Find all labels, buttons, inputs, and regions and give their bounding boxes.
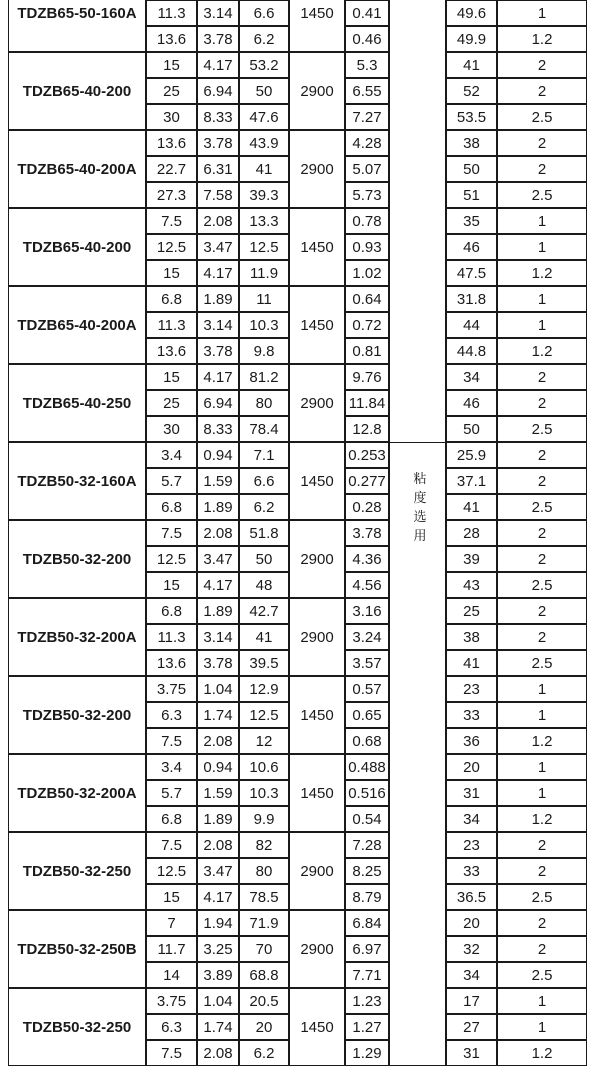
power-cell: 4.28 [345, 130, 389, 156]
npsh-cell: 2.5 [497, 104, 587, 130]
model-cell: TDZB65-40-250 [8, 364, 146, 442]
head-cell: 82 [239, 832, 289, 858]
efficiency-cell: 50 [446, 416, 497, 442]
viscosity-note [400, 470, 440, 546]
flow-ls-cell: 0.94 [197, 442, 239, 468]
flow-ls-cell: 1.59 [197, 780, 239, 806]
flow-m3h-cell: 11.3 [146, 0, 197, 26]
flow-m3h-cell: 3.75 [146, 676, 197, 702]
flow-m3h-cell: 15 [146, 572, 197, 598]
head-cell: 50 [239, 546, 289, 572]
npsh-cell: 2 [497, 546, 587, 572]
npsh-cell: 1 [497, 312, 587, 338]
npsh-cell: 2 [497, 156, 587, 182]
model-cell: TDZB50-32-250 [8, 832, 146, 910]
npsh-cell: 2.5 [497, 650, 587, 676]
head-cell: 70 [239, 936, 289, 962]
flow-ls-cell: 2.08 [197, 208, 239, 234]
head-cell: 78.4 [239, 416, 289, 442]
efficiency-cell: 28 [446, 520, 497, 546]
flow-ls-cell: 3.14 [197, 624, 239, 650]
efficiency-cell: 20 [446, 910, 497, 936]
power-cell: 7.71 [345, 962, 389, 988]
power-cell: 1.02 [345, 260, 389, 286]
npsh-cell: 2 [497, 936, 587, 962]
power-cell: 0.68 [345, 728, 389, 754]
model-cell: TDZB50-32-200 [8, 520, 146, 598]
head-cell: 39.5 [239, 650, 289, 676]
flow-ls-cell: 4.17 [197, 52, 239, 78]
flow-ls-cell: 4.17 [197, 884, 239, 910]
power-cell: 3.16 [345, 598, 389, 624]
power-cell: 9.76 [345, 364, 389, 390]
speed-cell: 1450 [289, 286, 345, 364]
efficiency-cell: 49.6 [446, 0, 497, 26]
efficiency-cell: 41 [446, 650, 497, 676]
efficiency-cell: 20 [446, 754, 497, 780]
flow-ls-cell: 4.17 [197, 572, 239, 598]
flow-m3h-cell: 6.8 [146, 598, 197, 624]
model-cell: TDZB50-32-200A [8, 754, 146, 832]
power-cell: 0.72 [345, 312, 389, 338]
power-cell: 3.57 [345, 650, 389, 676]
head-cell: 71.9 [239, 910, 289, 936]
flow-ls-cell: 4.17 [197, 260, 239, 286]
efficiency-cell: 25.9 [446, 442, 497, 468]
npsh-cell: 2.5 [497, 494, 587, 520]
head-cell: 6.6 [239, 0, 289, 26]
flow-m3h-cell: 6.3 [146, 1014, 197, 1040]
flow-ls-cell: 1.89 [197, 598, 239, 624]
flow-ls-cell: 3.78 [197, 650, 239, 676]
speed-cell: 1450 [289, 676, 345, 754]
power-cell: 1.29 [345, 1040, 389, 1066]
efficiency-cell: 36.5 [446, 884, 497, 910]
flow-ls-cell: 3.47 [197, 546, 239, 572]
efficiency-cell: 49.9 [446, 26, 497, 52]
head-cell: 80 [239, 858, 289, 884]
model-cell: TDZB50-32-160A [8, 442, 146, 520]
flow-ls-cell: 1.59 [197, 468, 239, 494]
efficiency-cell: 41 [446, 52, 497, 78]
flow-m3h-cell: 3.75 [146, 988, 197, 1014]
flow-m3h-cell: 6.8 [146, 286, 197, 312]
flow-ls-cell: 3.78 [197, 26, 239, 52]
head-cell: 6.2 [239, 494, 289, 520]
power-cell: 4.56 [345, 572, 389, 598]
power-cell: 0.253 [345, 442, 389, 468]
flow-m3h-cell: 30 [146, 104, 197, 130]
flow-ls-cell: 3.25 [197, 936, 239, 962]
viscosity-note-char: 度 [413, 491, 427, 506]
efficiency-cell: 23 [446, 676, 497, 702]
npsh-cell: 2 [497, 910, 587, 936]
speed-cell: 2900 [289, 520, 345, 598]
power-cell: 8.79 [345, 884, 389, 910]
power-cell: 5.07 [345, 156, 389, 182]
head-cell: 11 [239, 286, 289, 312]
efficiency-cell: 47.5 [446, 260, 497, 286]
npsh-cell: 1.2 [497, 26, 587, 52]
flow-m3h-cell: 14 [146, 962, 197, 988]
efficiency-cell: 41 [446, 494, 497, 520]
head-cell: 10.3 [239, 312, 289, 338]
head-cell: 47.6 [239, 104, 289, 130]
power-cell: 0.54 [345, 806, 389, 832]
flow-m3h-cell: 12.5 [146, 234, 197, 260]
flow-ls-cell: 2.08 [197, 520, 239, 546]
npsh-cell: 2 [497, 442, 587, 468]
npsh-cell: 2.5 [497, 182, 587, 208]
power-cell: 0.81 [345, 338, 389, 364]
npsh-cell: 1.2 [497, 1040, 587, 1066]
npsh-cell: 1 [497, 234, 587, 260]
flow-m3h-cell: 22.7 [146, 156, 197, 182]
efficiency-cell: 32 [446, 936, 497, 962]
head-cell: 20.5 [239, 988, 289, 1014]
model-cell: TDZB65-40-200 [8, 208, 146, 286]
npsh-cell: 2 [497, 390, 587, 416]
npsh-cell: 1 [497, 208, 587, 234]
flow-m3h-cell: 13.6 [146, 650, 197, 676]
efficiency-cell: 44 [446, 312, 497, 338]
flow-m3h-cell: 12.5 [146, 546, 197, 572]
flow-ls-cell: 8.33 [197, 104, 239, 130]
head-cell: 42.7 [239, 598, 289, 624]
efficiency-cell: 31.8 [446, 286, 497, 312]
speed-cell: 2900 [289, 910, 345, 988]
flow-m3h-cell: 3.4 [146, 442, 197, 468]
power-cell: 5.73 [345, 182, 389, 208]
viscosity-note-char: 用 [413, 529, 427, 544]
power-cell: 0.277 [345, 468, 389, 494]
efficiency-cell: 53.5 [446, 104, 497, 130]
head-cell: 6.6 [239, 468, 289, 494]
npsh-cell: 2 [497, 130, 587, 156]
flow-ls-cell: 7.58 [197, 182, 239, 208]
npsh-cell: 1.2 [497, 260, 587, 286]
efficiency-cell: 34 [446, 364, 497, 390]
flow-m3h-cell: 6.8 [146, 494, 197, 520]
efficiency-cell: 44.8 [446, 338, 497, 364]
head-cell: 12 [239, 728, 289, 754]
power-cell: 4.36 [345, 546, 389, 572]
power-cell: 7.28 [345, 832, 389, 858]
flow-ls-cell: 1.04 [197, 676, 239, 702]
efficiency-cell: 52 [446, 78, 497, 104]
head-cell: 41 [239, 624, 289, 650]
efficiency-cell: 46 [446, 390, 497, 416]
flow-ls-cell: 2.08 [197, 728, 239, 754]
flow-m3h-cell: 11.7 [146, 936, 197, 962]
flow-ls-cell: 0.94 [197, 754, 239, 780]
flow-m3h-cell: 27.3 [146, 182, 197, 208]
power-cell: 0.516 [345, 780, 389, 806]
flow-ls-cell: 3.14 [197, 0, 239, 26]
flow-m3h-cell: 7 [146, 910, 197, 936]
flow-m3h-cell: 15 [146, 364, 197, 390]
model-cell: TDZB65-40-200 [8, 52, 146, 130]
flow-m3h-cell: 6.3 [146, 702, 197, 728]
efficiency-cell: 43 [446, 572, 497, 598]
head-cell: 51.8 [239, 520, 289, 546]
head-cell: 6.2 [239, 26, 289, 52]
npsh-cell: 2 [497, 832, 587, 858]
npsh-cell: 2.5 [497, 572, 587, 598]
flow-ls-cell: 1.89 [197, 806, 239, 832]
flow-ls-cell: 3.89 [197, 962, 239, 988]
efficiency-cell: 36 [446, 728, 497, 754]
head-cell: 78.5 [239, 884, 289, 910]
power-cell: 3.24 [345, 624, 389, 650]
flow-ls-cell: 2.08 [197, 1040, 239, 1066]
head-cell: 7.1 [239, 442, 289, 468]
speed-cell: 1450 [289, 208, 345, 286]
flow-m3h-cell: 7.5 [146, 832, 197, 858]
head-cell: 41 [239, 156, 289, 182]
head-cell: 13.3 [239, 208, 289, 234]
power-cell: 0.41 [345, 0, 389, 26]
flow-m3h-cell: 25 [146, 78, 197, 104]
speed-cell: 2900 [289, 364, 345, 442]
speed-cell: 2900 [289, 832, 345, 910]
speed-cell: 2900 [289, 130, 345, 208]
flow-ls-cell: 3.47 [197, 234, 239, 260]
power-cell: 0.57 [345, 676, 389, 702]
flow-m3h-cell: 5.7 [146, 780, 197, 806]
flow-ls-cell: 2.08 [197, 832, 239, 858]
npsh-cell: 2 [497, 858, 587, 884]
flow-ls-cell: 1.94 [197, 910, 239, 936]
power-cell: 11.84 [345, 390, 389, 416]
efficiency-cell: 35 [446, 208, 497, 234]
npsh-cell: 2 [497, 624, 587, 650]
flow-m3h-cell: 13.6 [146, 338, 197, 364]
flow-m3h-cell: 6.8 [146, 806, 197, 832]
flow-ls-cell: 8.33 [197, 416, 239, 442]
head-cell: 81.2 [239, 364, 289, 390]
speed-cell: 1450 [289, 754, 345, 832]
speed-cell: 2900 [289, 598, 345, 676]
power-cell: 0.28 [345, 494, 389, 520]
efficiency-cell: 38 [446, 624, 497, 650]
flow-m3h-cell: 25 [146, 390, 197, 416]
efficiency-cell: 51 [446, 182, 497, 208]
npsh-cell: 1 [497, 780, 587, 806]
model-cell: TDZB50-32-250 [8, 988, 146, 1066]
npsh-cell: 1 [497, 286, 587, 312]
flow-ls-cell: 6.94 [197, 78, 239, 104]
head-cell: 43.9 [239, 130, 289, 156]
npsh-cell: 1 [497, 1014, 587, 1040]
flow-m3h-cell: 15 [146, 884, 197, 910]
efficiency-cell: 17 [446, 988, 497, 1014]
power-cell: 0.64 [345, 286, 389, 312]
npsh-cell: 2.5 [497, 962, 587, 988]
power-cell: 3.78 [345, 520, 389, 546]
power-cell: 0.488 [345, 754, 389, 780]
efficiency-cell: 31 [446, 780, 497, 806]
flow-ls-cell: 4.17 [197, 364, 239, 390]
flow-ls-cell: 3.47 [197, 858, 239, 884]
flow-ls-cell: 3.78 [197, 130, 239, 156]
efficiency-cell: 38 [446, 130, 497, 156]
efficiency-cell: 50 [446, 156, 497, 182]
model-cell: TDZB65-50-160A [8, 0, 146, 52]
npsh-cell: 2.5 [497, 884, 587, 910]
flow-ls-cell: 1.89 [197, 286, 239, 312]
power-cell: 6.97 [345, 936, 389, 962]
efficiency-cell: 25 [446, 598, 497, 624]
head-cell: 80 [239, 390, 289, 416]
head-cell: 53.2 [239, 52, 289, 78]
model-cell: TDZB50-32-200A [8, 598, 146, 676]
efficiency-cell: 46 [446, 234, 497, 260]
flow-m3h-cell: 7.5 [146, 208, 197, 234]
power-cell: 1.23 [345, 988, 389, 1014]
head-cell: 48 [239, 572, 289, 598]
flow-m3h-cell: 15 [146, 260, 197, 286]
npsh-cell: 2 [497, 78, 587, 104]
npsh-cell: 1 [497, 754, 587, 780]
viscosity-note-char: 粘 [413, 472, 427, 487]
power-cell: 7.27 [345, 104, 389, 130]
head-cell: 68.8 [239, 962, 289, 988]
npsh-cell: 1.2 [497, 338, 587, 364]
npsh-cell: 2.5 [497, 416, 587, 442]
efficiency-cell: 31 [446, 1040, 497, 1066]
npsh-cell: 1 [497, 988, 587, 1014]
npsh-cell: 1.2 [497, 728, 587, 754]
speed-cell: 1450 [289, 442, 345, 520]
flow-m3h-cell: 5.7 [146, 468, 197, 494]
flow-m3h-cell: 7.5 [146, 520, 197, 546]
power-cell: 0.65 [345, 702, 389, 728]
npsh-cell: 2 [497, 52, 587, 78]
npsh-cell: 2 [497, 520, 587, 546]
head-cell: 6.2 [239, 1040, 289, 1066]
flow-m3h-cell: 7.5 [146, 1040, 197, 1066]
model-cell: TDZB65-40-200A [8, 286, 146, 364]
head-cell: 9.9 [239, 806, 289, 832]
efficiency-cell: 37.1 [446, 468, 497, 494]
flow-m3h-cell: 13.6 [146, 26, 197, 52]
flow-ls-cell: 1.74 [197, 702, 239, 728]
model-cell: TDZB50-32-250B [8, 910, 146, 988]
flow-ls-cell: 1.74 [197, 1014, 239, 1040]
efficiency-cell: 33 [446, 858, 497, 884]
viscosity-note-char: 选 [413, 510, 427, 525]
flow-m3h-cell: 11.3 [146, 312, 197, 338]
npsh-cell: 2 [497, 364, 587, 390]
flow-m3h-cell: 13.6 [146, 130, 197, 156]
head-cell: 10.6 [239, 754, 289, 780]
power-cell: 8.25 [345, 858, 389, 884]
flow-m3h-cell: 12.5 [146, 858, 197, 884]
flow-ls-cell: 6.94 [197, 390, 239, 416]
head-cell: 50 [239, 78, 289, 104]
npsh-cell: 2 [497, 598, 587, 624]
head-cell: 12.9 [239, 676, 289, 702]
speed-cell: 1450 [289, 0, 345, 52]
head-cell: 11.9 [239, 260, 289, 286]
power-cell: 6.55 [345, 78, 389, 104]
npsh-cell: 2 [497, 468, 587, 494]
power-cell: 12.8 [345, 416, 389, 442]
power-cell: 0.78 [345, 208, 389, 234]
efficiency-cell: 23 [446, 832, 497, 858]
npsh-cell: 1 [497, 702, 587, 728]
spacer-column-top [389, 0, 446, 468]
flow-m3h-cell: 7.5 [146, 728, 197, 754]
head-cell: 39.3 [239, 182, 289, 208]
head-cell: 12.5 [239, 702, 289, 728]
flow-m3h-cell: 3.4 [146, 754, 197, 780]
flow-ls-cell: 6.31 [197, 156, 239, 182]
head-cell: 9.8 [239, 338, 289, 364]
speed-cell: 1450 [289, 988, 345, 1066]
head-cell: 10.3 [239, 780, 289, 806]
flow-ls-cell: 3.78 [197, 338, 239, 364]
efficiency-cell: 34 [446, 806, 497, 832]
npsh-cell: 1 [497, 676, 587, 702]
npsh-cell: 1.2 [497, 806, 587, 832]
flow-m3h-cell: 11.3 [146, 624, 197, 650]
efficiency-cell: 39 [446, 546, 497, 572]
flow-ls-cell: 3.14 [197, 312, 239, 338]
npsh-cell: 1 [497, 0, 587, 26]
efficiency-cell: 33 [446, 702, 497, 728]
flow-ls-cell: 1.89 [197, 494, 239, 520]
efficiency-cell: 27 [446, 1014, 497, 1040]
head-cell: 20 [239, 1014, 289, 1040]
power-cell: 0.93 [345, 234, 389, 260]
flow-ls-cell: 1.04 [197, 988, 239, 1014]
model-cell: TDZB50-32-200 [8, 676, 146, 754]
power-cell: 5.3 [345, 52, 389, 78]
speed-cell: 2900 [289, 52, 345, 130]
flow-m3h-cell: 15 [146, 52, 197, 78]
power-cell: 0.46 [345, 26, 389, 52]
efficiency-cell: 34 [446, 962, 497, 988]
model-cell: TDZB65-40-200A [8, 130, 146, 208]
head-cell: 12.5 [239, 234, 289, 260]
power-cell: 1.27 [345, 1014, 389, 1040]
power-cell: 6.84 [345, 910, 389, 936]
flow-m3h-cell: 30 [146, 416, 197, 442]
